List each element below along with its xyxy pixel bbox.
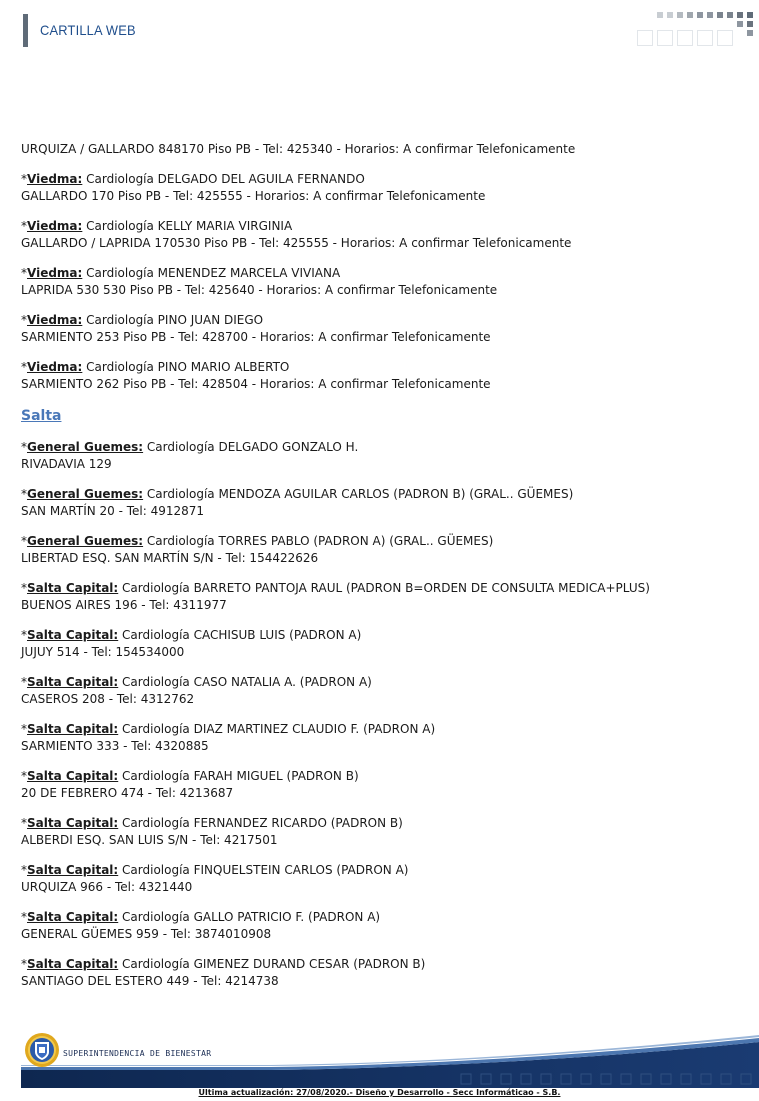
entry-address: SARMIENTO 262 Piso PB - Tel: 428504 - Horarios: A confirmar Telefonicamente <box>21 377 491 391</box>
entry-heading: *Salta Capital: Cardiología GALLO PATRICIO F. (PADRON A) <box>21 910 381 924</box>
entry-address: JUJUY 514 - Tel: 154534000 <box>21 645 185 659</box>
entry-description: Cardiología FINQUELSTEIN CARLOS (PADRON A) <box>118 863 409 877</box>
entry-description: Cardiología PINO MARIO ALBERTO <box>82 360 290 374</box>
entry-location: Viedma: <box>27 266 83 280</box>
entry-description: Cardiología KELLY MARIA VIRGINIA <box>82 219 293 233</box>
entry-heading: *General Guemes: Cardiología TORRES PABLO (PADRON A) (GRAL.. GÜEMES) <box>21 534 494 548</box>
list-item <box>21 674 746 708</box>
entry-address: SAN MARTÍN 20 - Tel: 4912871 <box>21 504 205 518</box>
list-item <box>21 815 746 849</box>
entry-heading: *Viedma: Cardiología KELLY MARIA VIRGINIA <box>21 219 293 233</box>
entry-address: URQUIZA 966 - Tel: 4321440 <box>21 880 193 894</box>
list-item <box>21 862 746 896</box>
list-item <box>21 580 746 614</box>
footer-banner <box>21 1030 759 1088</box>
entry-address: ALBERDI ESQ. SAN LUIS S/N - Tel: 4217501 <box>21 833 278 847</box>
list-item <box>21 627 746 661</box>
entry-location: Viedma: <box>27 219 83 233</box>
entry-description: Cardiología DELGADO GONZALO H. <box>143 440 359 454</box>
entry-address: GALLARDO / LAPRIDA 170530 Piso PB - Tel: 425555 - Horarios: A confirmar Telefonicamente <box>21 236 572 250</box>
entry-heading: *General Guemes: Cardiología DELGADO GONZALO H. <box>21 440 359 454</box>
entry-description: Cardiología BARRETO PANTOJA RAUL (PADRON B=ORDEN DE CONSULTA MEDICA+PLUS) <box>118 581 650 595</box>
entry-location: Salta Capital: <box>27 581 119 595</box>
entry-location: Salta Capital: <box>27 722 119 736</box>
entry-description: Cardiología GIMENEZ DURAND CESAR (PADRON B) <box>118 957 426 971</box>
entry-description: Cardiología FARAH MIGUEL (PADRON B) <box>118 769 359 783</box>
entry-location: Salta Capital: <box>27 863 119 877</box>
entry-heading: *Salta Capital: Cardiología BARRETO PANTOJA RAUL (PADRON B=ORDEN DE CONSULTA MEDICA+PLUS) <box>21 581 650 595</box>
entry-heading: *Viedma: Cardiología DELGADO DEL AGUILA FERNANDO <box>21 172 365 186</box>
entry-description: Cardiología CACHISUB LUIS (PADRON A) <box>118 628 362 642</box>
entry-location: Viedma: <box>27 313 83 327</box>
entry-address: BUENOS AIRES 196 - Tel: 4311977 <box>21 598 227 612</box>
list-item <box>21 721 746 755</box>
entry-location: Salta Capital: <box>27 628 119 642</box>
organization-name: SUPERINTENDENCIA DE BIENESTAR <box>63 1049 212 1058</box>
list-item <box>21 956 746 990</box>
page-title: CARTILLA WEB <box>40 22 136 38</box>
entry-location: Viedma: <box>27 172 83 186</box>
entry-location: Salta Capital: <box>27 910 119 924</box>
list-item <box>21 141 746 158</box>
footer-wave-graphic <box>21 1030 759 1088</box>
entry-location: Salta Capital: <box>27 816 119 830</box>
entry-location: Salta Capital: <box>27 957 119 971</box>
page-header <box>0 0 759 60</box>
list-item <box>21 533 746 567</box>
header-pixel-pattern-icon <box>637 12 759 46</box>
entry-description: Cardiología DIAZ MARTINEZ CLAUDIO F. (PADRON A) <box>118 722 436 736</box>
institution-seal-icon <box>24 1032 60 1068</box>
entry-address: GALLARDO 170 Piso PB - Tel: 425555 - Horarios: A confirmar Telefonicamente <box>21 189 486 203</box>
entry-description: Cardiología DELGADO DEL AGUILA FERNANDO <box>82 172 365 186</box>
last-update-note: Ultima actualización: 27/08/2020.- Diseño y Desarrollo - Secc Informáticao - S.B. <box>198 1088 561 1097</box>
list-item <box>21 312 746 346</box>
entry-heading: *Viedma: Cardiología MENENDEZ MARCELA VIVIANA <box>21 266 341 280</box>
entry-address: CASEROS 208 - Tel: 4312762 <box>21 692 195 706</box>
entry-description: Cardiología PINO JUAN DIEGO <box>82 313 264 327</box>
list-item <box>21 439 746 473</box>
entry-description: Cardiología FERNANDEZ RICARDO (PADRON B) <box>118 816 403 830</box>
list-item <box>21 359 746 393</box>
entry-description: Cardiología CASO NATALIA A. (PADRON A) <box>118 675 372 689</box>
list-item <box>21 218 746 252</box>
entry-address: LIBERTAD ESQ. SAN MARTÍN S/N - Tel: 154422626 <box>21 551 319 565</box>
entry-description: Cardiología MENENDEZ MARCELA VIVIANA <box>82 266 341 280</box>
header-accent-bar <box>23 14 28 47</box>
entry-heading: *General Guemes: Cardiología MENDOZA AGUILAR CARLOS (PADRON B) (GRAL.. GÜEMES) <box>21 487 574 501</box>
entry-location: General Guemes: <box>27 487 144 501</box>
entry-location: General Guemes: <box>27 440 144 454</box>
entry-heading: *Salta Capital: Cardiología FERNANDEZ RICARDO (PADRON B) <box>21 816 403 830</box>
entry-description: Cardiología GALLO PATRICIO F. (PADRON A) <box>118 910 381 924</box>
list-item <box>21 171 746 205</box>
list-item <box>21 768 746 802</box>
entry-heading: *Salta Capital: Cardiología CACHISUB LUIS (PADRON A) <box>21 628 362 642</box>
entry-description: Cardiología TORRES PABLO (PADRON A) (GRAL.. GÜEMES) <box>143 534 494 548</box>
entry-address: RIVADAVIA 129 <box>21 457 112 471</box>
entry-address: 20 DE FEBRERO 474 - Tel: 4213687 <box>21 786 234 800</box>
entry-location: General Guemes: <box>27 534 144 548</box>
province-heading-link[interactable]: Salta <box>21 408 62 424</box>
entry-heading: *Salta Capital: Cardiología CASO NATALIA A. (PADRON A) <box>21 675 372 689</box>
entry-location: Salta Capital: <box>27 769 119 783</box>
entry-address: SARMIENTO 333 - Tel: 4320885 <box>21 739 209 753</box>
entry-address: SARMIENTO 253 Piso PB - Tel: 428700 - Horarios: A confirmar Telefonicamente <box>21 330 491 344</box>
entry-address: SANTIAGO DEL ESTERO 449 - Tel: 4214738 <box>21 974 279 988</box>
list-item <box>21 265 746 299</box>
list-item <box>21 486 746 520</box>
listing-content <box>21 141 746 1003</box>
entry-location: Viedma: <box>27 360 83 374</box>
entry-heading: *Salta Capital: Cardiología GIMENEZ DURAND CESAR (PADRON B) <box>21 957 426 971</box>
list-item <box>21 909 746 943</box>
entry-description: Cardiología MENDOZA AGUILAR CARLOS (PADRON B) (GRAL.. GÜEMES) <box>143 487 574 501</box>
entry-heading: *Viedma: Cardiología PINO JUAN DIEGO <box>21 313 264 327</box>
entry-address: LAPRIDA 530 530 Piso PB - Tel: 425640 - Horarios: A confirmar Telefonicamente <box>21 283 498 297</box>
entry-address: GENERAL GÜEMES 959 - Tel: 3874010908 <box>21 927 272 941</box>
entry-heading: *Salta Capital: Cardiología DIAZ MARTINEZ CLAUDIO F. (PADRON A) <box>21 722 436 736</box>
entry-heading: *Salta Capital: Cardiología FARAH MIGUEL (PADRON B) <box>21 769 359 783</box>
entry-address: URQUIZA / GALLARDO 848170 Piso PB - Tel: 425340 - Horarios: A confirmar Telefonicamente <box>21 142 576 156</box>
entry-location: Salta Capital: <box>27 675 119 689</box>
entry-heading: *Salta Capital: Cardiología FINQUELSTEIN CARLOS (PADRON A) <box>21 863 409 877</box>
entry-heading: *Viedma: Cardiología PINO MARIO ALBERTO <box>21 360 290 374</box>
